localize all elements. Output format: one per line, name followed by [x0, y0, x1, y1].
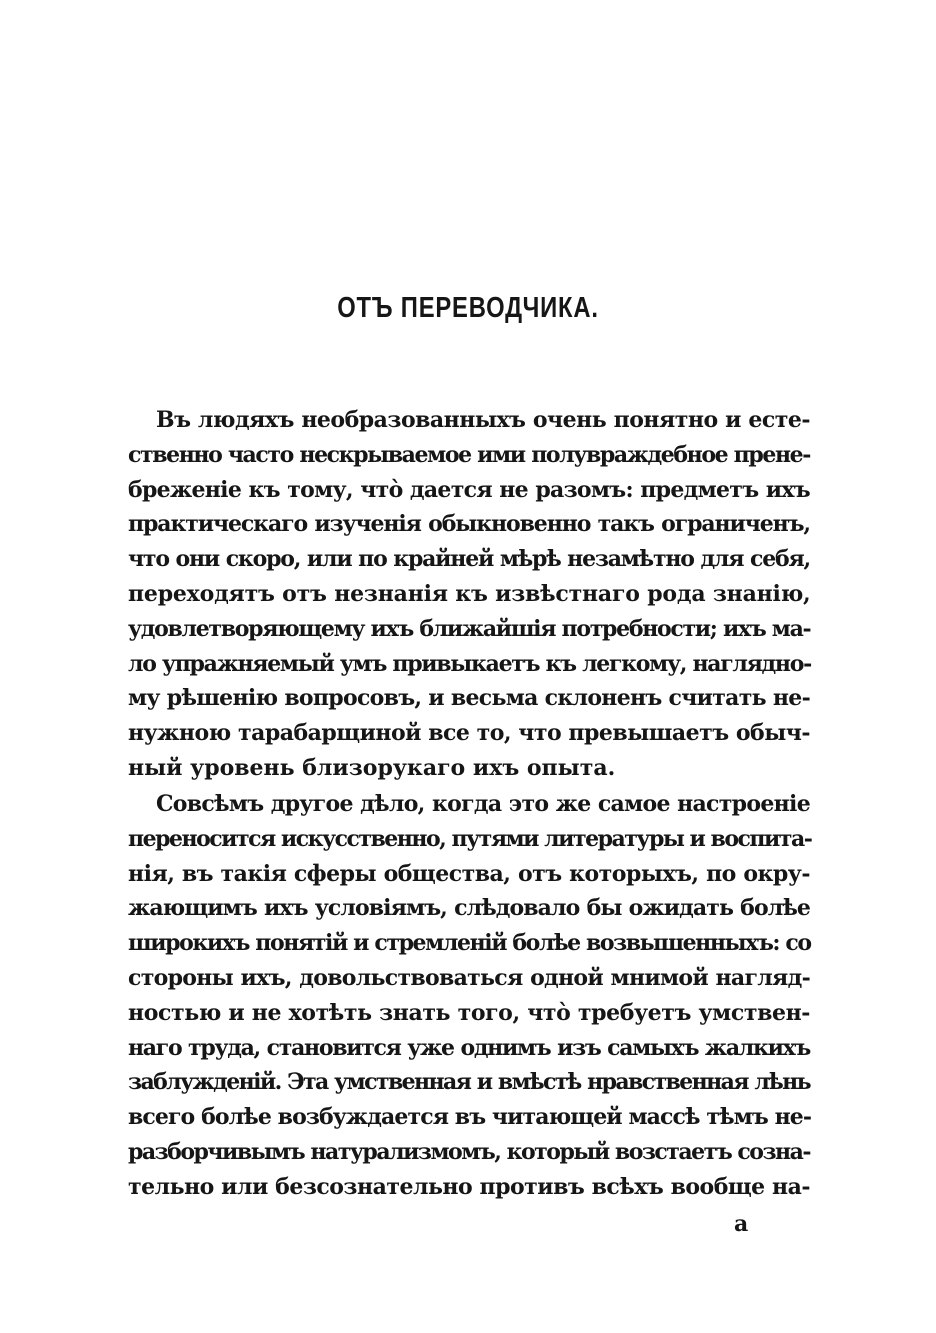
text-line: переходятъ отъ незнанія къ извѣстнаго рода знанію,	[128, 580, 811, 607]
text-line: всего болѣе возбуждается въ читающей массѣ тѣмъ не-	[128, 1104, 812, 1131]
text-line: ный уровень близорукаго ихъ опыта.	[128, 754, 616, 781]
text-line: бреженіе къ тому, что̀ дается не разомъ: предметъ ихъ	[128, 476, 810, 503]
text-line: широкихъ понятій и стремленій болѣе возвышенныхъ: со	[128, 930, 811, 957]
text-line: практическаго изученія обыкновенно такъ ограниченъ,	[128, 511, 810, 538]
text-line: разборчивымъ натурализмомъ, который возстаетъ созна-	[128, 1138, 810, 1165]
text-line: жающимъ ихъ условіямъ, слѣдовало бы ожидать болѣе	[128, 895, 810, 922]
text-line: заблужденій. Эта умственная и вмѣстѣ нравственная лѣнь	[128, 1069, 810, 1096]
paragraph-1	[128, 403, 810, 786]
text-line: ло упражняемый умъ привыкаетъ къ легкому, наглядно-	[128, 650, 811, 677]
text-line: Совсѣмъ другое дѣло, когда это же самое настроеніе	[156, 791, 810, 817]
text-line: му рѣшенію вопросовъ, и весьма склоненъ считать не-	[128, 685, 810, 712]
chapter-title: ОТЪ ПЕРЕВОДЧИКА.	[337, 292, 599, 324]
text-line: нія, въ такія сферы общества, отъ которыхъ, по окру-	[128, 860, 810, 887]
text-line: стороны ихъ, довольствоваться одной мнимой нагляд-	[128, 964, 810, 991]
text-line: переносится искусственно, путями литературы и воспита-	[128, 825, 812, 852]
text-line: удовлетворяющему ихъ ближайшія потребности; ихъ ма-	[128, 615, 811, 642]
text-line: ственно часто нескрываемое ими полувраждебное пренe-	[128, 441, 810, 468]
text-line: Въ людяхъ необразованныхъ очень понятно и есте-	[156, 407, 810, 433]
text-line: нужною тарабарщиной все то, что превышаетъ обыч-	[128, 720, 810, 747]
paragraph-2	[128, 787, 810, 1205]
text-line: тельно или безсознательно противъ всѣхъ вообще на-	[128, 1173, 810, 1200]
printer-signature-mark: a	[734, 1211, 749, 1237]
text-line: ностью и не хотѣть знать того, что̀ требуетъ умствен-	[128, 999, 810, 1026]
text-line: наго труда, становится уже однимъ изъ самыхъ жалкихъ	[128, 1034, 810, 1061]
text-line: что они скоро, или по крайней мѣрѣ незамѣтно для себя,	[128, 546, 810, 573]
